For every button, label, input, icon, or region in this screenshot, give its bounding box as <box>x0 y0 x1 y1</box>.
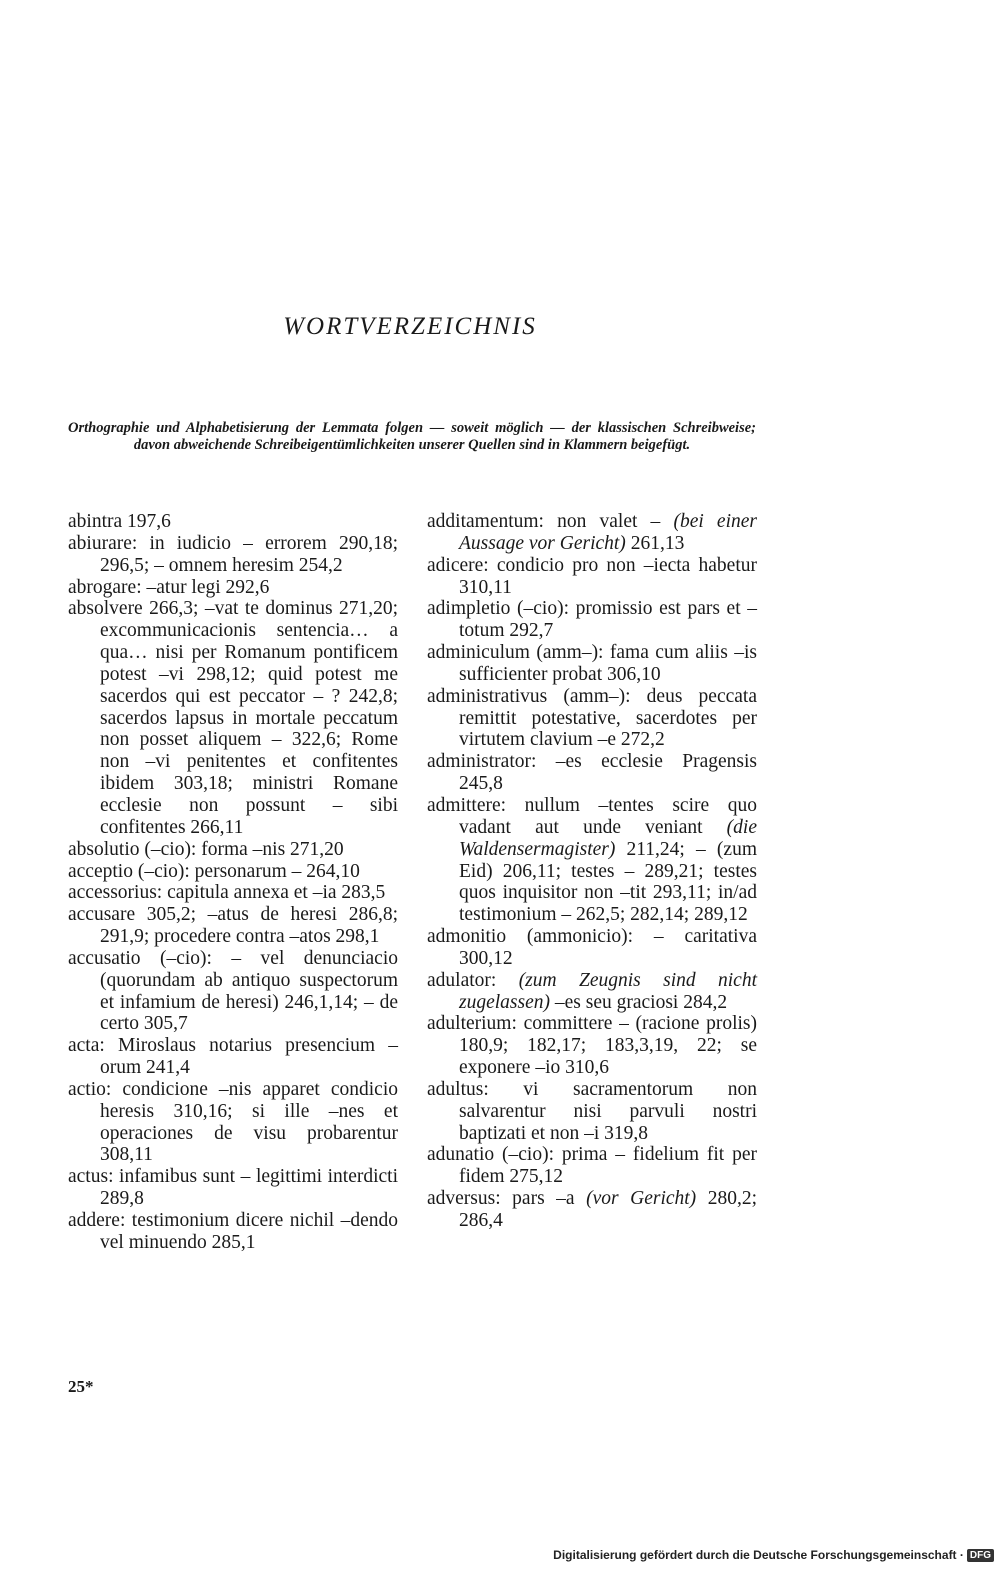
index-entry: administrativus (amm–): deus peccata remittit potestative, sacerdotes per virtutem clavium –e 272,2 <box>427 685 757 751</box>
index-entry: accusatio (–cio): – vel denunciacio (quorundam ab antiquo suspectorum et infamium de heresi) 246,1,14; – de certo 305,7 <box>68 947 398 1035</box>
index-entry: adunatio (–cio): prima – fidelium fit per fidem 275,12 <box>427 1144 757 1188</box>
index-entry: accusare 305,2; –atus de heresi 286,8; 291,9; procedere contra –atos 298,1 <box>68 904 398 948</box>
index-entry: absolutio (–cio): forma –nis 271,20 <box>68 838 344 860</box>
index-entry: adversus: pars –a (vor Gericht) 280,2; 286,4 <box>427 1188 757 1231</box>
index-entry: acceptio (–cio): personarum – 264,10 <box>68 860 360 882</box>
index-entry: absolvere 266,3; –vat te dominus 271,20; excommunicacionis sentencia… a qua… nisi per Romanum pontificem potest –vi 298,12; quid potest me sacerdos qui est peccator – ? 242,8; sacerdos lapsus in mortale peccatum non posset aliquem – 322,6; Rome non –vi penitentes et confitentes ibidem 303,18; ministri Romane ecclesie non possunt – sibi confitentes 266,11 <box>68 598 398 838</box>
index-entry: adicere: condicio pro non –iecta habetur 310,11 <box>427 554 757 598</box>
index-entry: accessorius: capitula annexa et –ia 283,5 <box>68 882 386 904</box>
page-number: 25* <box>68 1377 94 1396</box>
index-entry: adimpletio (–cio): promissio est pars et – totum 292,7 <box>427 598 757 642</box>
intro-note: Orthographie und Alphabetisierung der Lemmata folgen — soweit möglich — der klassischen Schreibweise; davon abweichende Schreibeigentümlichkeiten unserer Quellen sind in Klammern beigefügt. <box>68 420 756 453</box>
index-entry: actus: infamibus sunt – legittimi interdicti 289,8 <box>68 1166 398 1210</box>
digitization-footer <box>553 1548 994 1562</box>
index-entry: abrogare: –atur legi 292,6 <box>68 576 270 598</box>
dfg-logo-icon: DFG <box>967 1549 994 1562</box>
index-entry: administrator: –es ecclesie Pragensis 245,8 <box>427 751 757 795</box>
index-entry: adultus: vi sacramentorum non salvarentur nisi parvuli nostri baptizati et non –i 319,8 <box>427 1078 757 1144</box>
left-column <box>68 511 398 1254</box>
index-entry: additamentum: non valet – (bei einer Aussage vor Gericht) 261,13 <box>427 511 757 554</box>
index-entry: adulterium: committere – (racione prolis) 180,9; 182,17; 183,3,19, 22; se exponere –io 310,6 <box>427 1013 757 1079</box>
index-entry: acta: Miroslaus notarius presencium –orum 241,4 <box>68 1035 398 1079</box>
index-entry: admonitio (ammonicio): – caritativa 300,12 <box>427 926 757 969</box>
footer-text: Digitalisierung gefördert durch die Deutsche Forschungsgemeinschaft · <box>553 1548 964 1562</box>
index-entry: actio: condicione –nis apparet condicio heresis 310,16; si ille –nes et operaciones de visu probarentur 308,11 <box>68 1078 398 1166</box>
right-column <box>427 511 757 1232</box>
page-title: WORTVERZEICHNIS <box>283 313 537 340</box>
index-entry: abintra 197,6 <box>68 511 171 532</box>
index-entry: adulator: (zum Zeugnis sind nicht zugelassen) –es seu graciosi 284,2 <box>427 969 757 1013</box>
index-entry: adminiculum (amm–): fama cum aliis –is sufficienter probat 306,10 <box>427 642 757 685</box>
index-entry: addere: testimonium dicere nichil –dendo vel minuendo 285,1 <box>68 1210 398 1253</box>
index-entry: abiurare: in iudicio – errorem 290,18; 296,5; – omnem heresim 254,2 <box>68 532 398 576</box>
index-entry: admittere: nullum –tentes scire quo vadant aut unde veniant (die Waldensermagister) 211,24; – (zum Eid) 206,11; testes – 289,21; testes quos inquisitor non –tit 293,11; in/ad testimonium – 262,5; 282,14; 289,12 <box>427 794 757 926</box>
